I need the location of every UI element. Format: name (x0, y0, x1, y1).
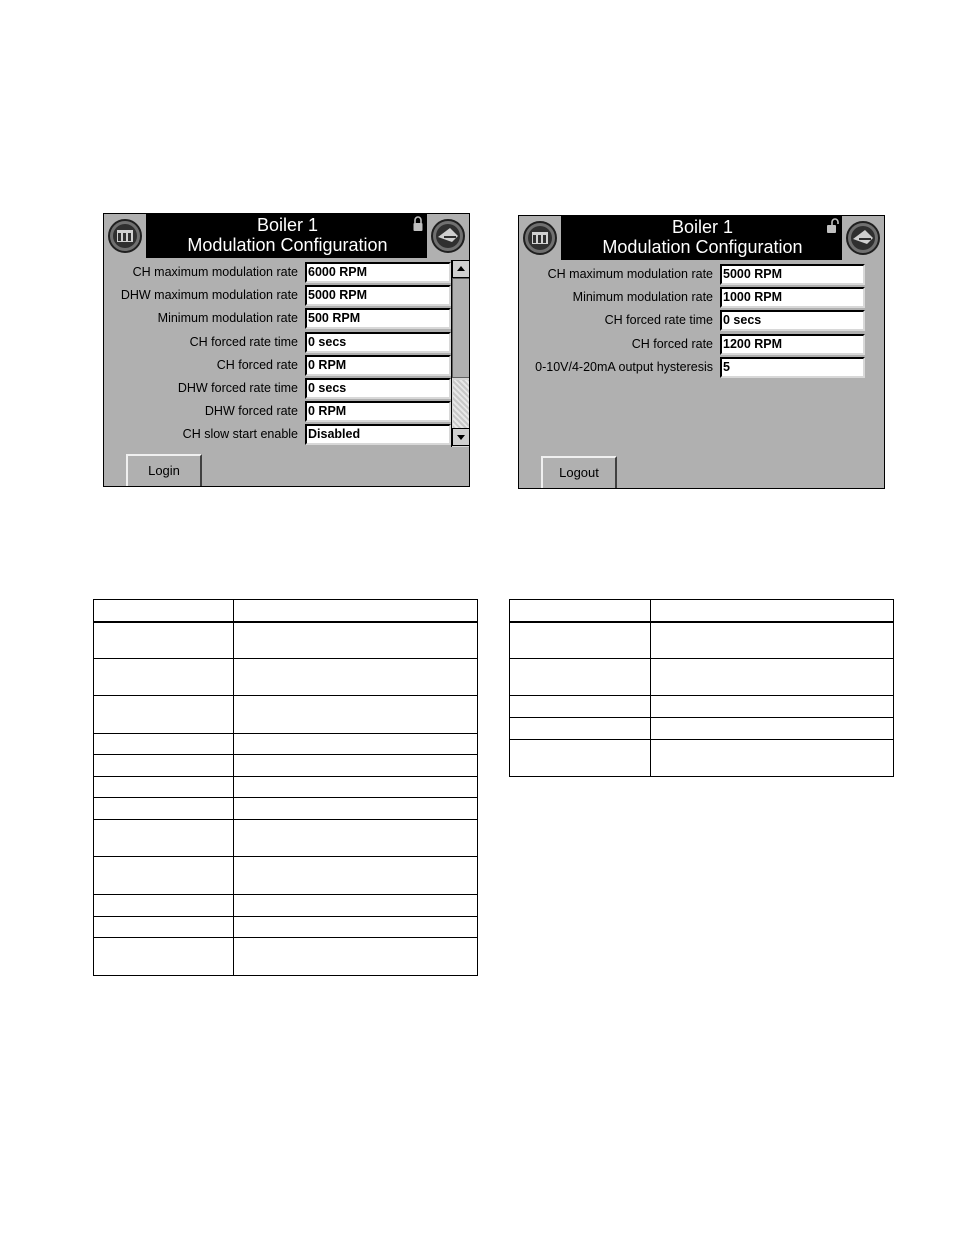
title-line-1: Boiler 1 (256, 215, 319, 235)
title-bar (146, 214, 429, 258)
table-row (94, 938, 478, 976)
table-header-row (94, 600, 478, 622)
back-button[interactable] (842, 216, 884, 260)
right-parameter-table (509, 599, 894, 777)
title-line-2: Modulation Configuration (187, 235, 388, 255)
table-row (510, 696, 894, 718)
title-line-2: Modulation Configuration (602, 237, 803, 257)
field-label: CH maximum modulation rate (547, 267, 713, 281)
arrow-up-icon (453, 261, 469, 277)
field-value-input[interactable]: 5 (720, 357, 865, 378)
table-row (94, 622, 478, 659)
table-row (510, 622, 894, 659)
back-arrow-icon (430, 217, 466, 255)
field-label: Minimum modulation rate (157, 311, 298, 326)
field-value-input[interactable]: 0 secs (305, 378, 451, 399)
field-label: DHW maximum modulation rate (120, 288, 298, 303)
field-label: Minimum modulation rate (572, 290, 713, 305)
field-label: 0-10V/4-20mA output hysteresis (535, 359, 713, 374)
field-label: CH maximum modulation rate (132, 265, 298, 279)
login-button[interactable]: Login (126, 454, 202, 487)
logout-button[interactable]: Logout (541, 456, 617, 489)
boiler-home-icon (522, 219, 558, 257)
field-value-input[interactable]: 0 secs (305, 332, 451, 353)
table-row (94, 857, 478, 895)
boiler-home-icon (107, 217, 143, 255)
field-label: DHW forced rate (204, 404, 298, 419)
scroll-thumb[interactable] (452, 278, 470, 378)
title-line-1: Boiler 1 (671, 217, 734, 237)
field-value-input[interactable]: 1000 RPM (720, 287, 865, 308)
field-value-input[interactable]: 0 secs (720, 310, 865, 331)
field-value-input[interactable]: 6000 RPM (305, 262, 451, 283)
table-row (510, 718, 894, 740)
table-row (510, 740, 894, 777)
table-row (510, 659, 894, 696)
home-button[interactable] (104, 214, 146, 258)
scroll-track[interactable] (453, 380, 469, 428)
field-value-input[interactable]: 500 RPM (305, 308, 451, 329)
table-row (94, 755, 478, 777)
field-label: CH forced rate time (189, 334, 298, 349)
title-bar (561, 216, 844, 260)
home-button[interactable] (519, 216, 561, 260)
table-header-row (510, 600, 894, 622)
lock-open-icon[interactable] (826, 217, 840, 235)
arrow-down-icon (453, 429, 469, 445)
table-row (94, 895, 478, 917)
table-row (94, 659, 478, 696)
modulation-config-screen-locked (103, 213, 470, 487)
field-label: DHW forced rate time (177, 381, 298, 395)
lock-closed-icon[interactable] (411, 215, 425, 233)
field-label: CH slow start enable (182, 427, 298, 442)
field-label: CH forced rate time (604, 313, 713, 328)
table-row (94, 777, 478, 798)
table-row (94, 696, 478, 734)
vertical-scrollbar[interactable] (451, 260, 470, 447)
table-row (94, 734, 478, 755)
back-button[interactable] (427, 214, 469, 258)
field-label: CH forced rate (631, 336, 713, 351)
left-parameter-table (93, 599, 478, 976)
field-value-input[interactable]: 1200 RPM (720, 334, 865, 355)
scroll-up-button[interactable] (452, 260, 470, 278)
back-arrow-icon (845, 219, 881, 257)
table-row (94, 798, 478, 820)
table-row (94, 917, 478, 938)
field-label: CH forced rate (216, 357, 298, 372)
field-value-input[interactable]: 0 RPM (305, 355, 451, 376)
modulation-config-screen-unlocked (518, 215, 885, 489)
field-value-input[interactable]: 5000 RPM (305, 285, 451, 306)
field-value-input[interactable]: Disabled (305, 424, 451, 445)
table-row (94, 820, 478, 857)
field-value-input[interactable]: 0 RPM (305, 401, 451, 422)
scroll-down-button[interactable] (452, 428, 470, 446)
field-value-input[interactable]: 5000 RPM (720, 264, 865, 285)
